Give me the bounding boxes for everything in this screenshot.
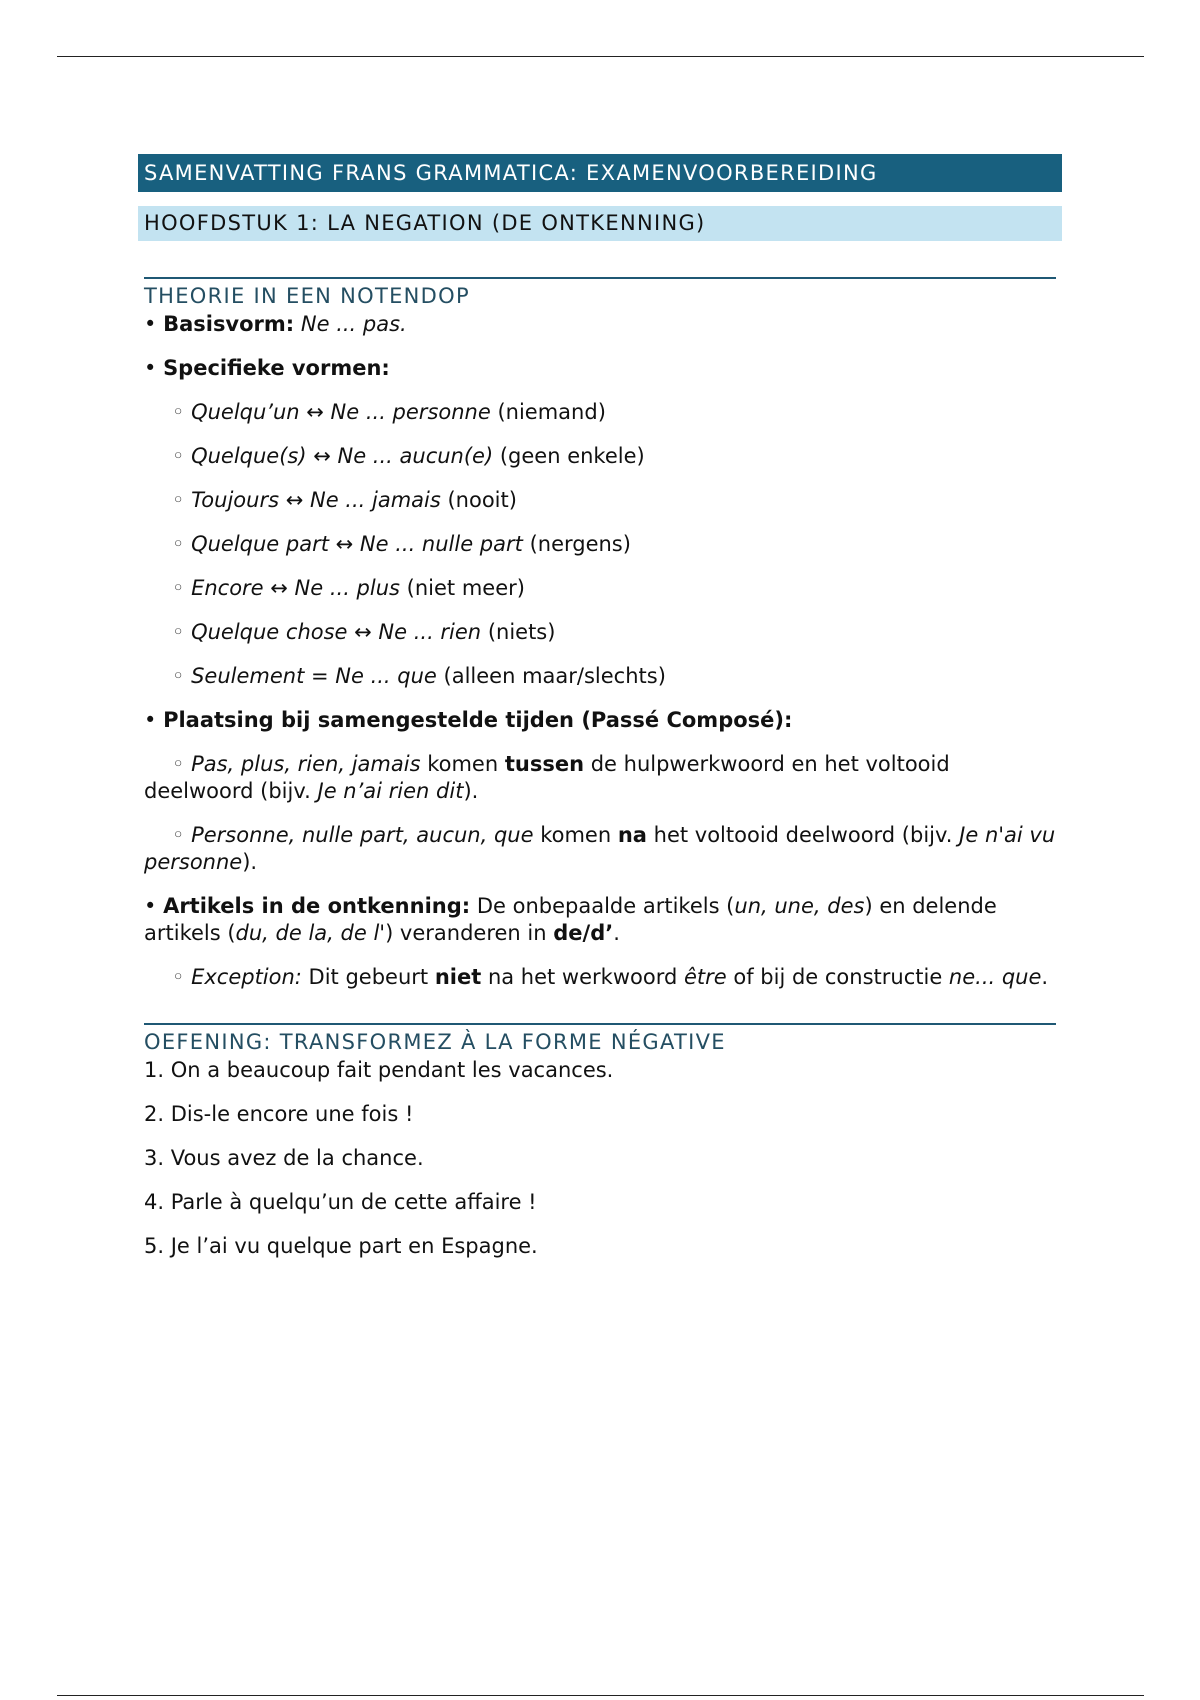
exception-emphasis: niet bbox=[434, 965, 482, 989]
form-text: Quelqu’un ↔ Ne ... personne bbox=[191, 400, 491, 424]
exercise-item: 3. Vous avez de la chance. bbox=[144, 1146, 424, 1170]
meaning-text: (niet meer) bbox=[406, 576, 525, 600]
rule-text: komen bbox=[533, 823, 618, 847]
form-text: Seulement = Ne ... que bbox=[191, 664, 437, 688]
rule-words: Personne, nulle part, aucun, que bbox=[191, 823, 534, 847]
exercise-item: 2. Dis-le encore une fois ! bbox=[144, 1102, 414, 1126]
meaning-text: (geen enkele) bbox=[499, 444, 645, 468]
meaning-text: (nooit) bbox=[447, 488, 517, 512]
specific-form-4: ◦ Encore ↔ Ne ... plus (niet meer) bbox=[172, 576, 525, 600]
exercise-item: 1. On a beaucoup fait pendant les vacances. bbox=[144, 1058, 614, 1082]
exercise-item: 4. Parle à quelqu’un de cette affaire ! bbox=[144, 1190, 537, 1214]
meaning-text: (nergens) bbox=[529, 532, 631, 556]
exception-italic: être bbox=[683, 965, 727, 989]
exception-text: na het werkwoord bbox=[481, 965, 684, 989]
specific-form-0: ◦ Quelqu’un ↔ Ne ... personne (niemand) bbox=[172, 400, 606, 424]
placement-item: • Plaatsing bij samengestelde tijden (Passé Composé): bbox=[144, 708, 793, 732]
rule-text: het voltooid deelwoord (bijv. bbox=[646, 823, 960, 847]
specific-form-1: ◦ Quelque(s) ↔ Ne ... aucun(e) (geen enkele) bbox=[172, 444, 645, 468]
exercise-item: 5. Je l’ai vu quelque part en Espagne. bbox=[144, 1234, 538, 1258]
articles-text: De onbepaalde artikels ( bbox=[470, 894, 735, 918]
articles-emphasis: de/d’ bbox=[553, 921, 614, 945]
articles-text: ) veranderen in bbox=[385, 921, 554, 945]
form-text: Quelque chose ↔ Ne ... rien bbox=[191, 620, 482, 644]
form-text: Quelque part ↔ Ne ... nulle part bbox=[191, 532, 523, 556]
exception-text: of bij de constructie bbox=[726, 965, 949, 989]
document-content bbox=[138, 154, 1062, 1260]
basis-item: • Basisvorm: Ne ... pas. bbox=[144, 312, 407, 336]
exception-italic: ne... que bbox=[948, 965, 1042, 989]
placement-rule-2: ◦ Personne, nulle part, aucun, que komen na het voltooid deelwoord (bijv. Je n'ai vu personne). bbox=[144, 823, 1056, 874]
top-rule bbox=[57, 56, 1144, 57]
form-text: Quelque(s) ↔ Ne ... aucun(e) bbox=[191, 444, 494, 468]
rule-example: Je n’ai rien dit bbox=[317, 779, 464, 803]
specific-label: Specifieke vormen: bbox=[163, 356, 390, 380]
specific-form-2: ◦ Toujours ↔ Ne ... jamais (nooit) bbox=[172, 488, 517, 512]
meaning-text: (alleen maar/slechts) bbox=[443, 664, 666, 688]
rule-emphasis: na bbox=[617, 823, 647, 847]
articles-text: ) en delende artikels ( bbox=[144, 894, 997, 945]
rule-emphasis: tussen bbox=[504, 752, 585, 776]
specific-form-5: ◦ Quelque chose ↔ Ne ... rien (niets) bbox=[172, 620, 556, 644]
exception-text: Dit gebeurt bbox=[301, 965, 435, 989]
specific-form-6: ◦ Seulement = Ne ... que (alleen maar/slechts) bbox=[172, 664, 666, 688]
exercise-heading: OEFENING: TRANSFORMEZ À LA FORME NÉGATIVE bbox=[144, 1023, 1056, 1054]
articles-italic: du, de la, de l' bbox=[235, 921, 386, 945]
meaning-text: (niemand) bbox=[497, 400, 606, 424]
exception-label: Exception: bbox=[191, 965, 302, 989]
placement-label: Plaatsing bij samengestelde tijden (Passé Composé): bbox=[163, 708, 793, 732]
articles-italic: un, une, des bbox=[734, 894, 865, 918]
rule-example: Je n'ai vu personne bbox=[144, 823, 1056, 874]
rule-text: komen bbox=[420, 752, 505, 776]
basis-form: Ne ... pas. bbox=[300, 312, 407, 336]
rule-text: de hulpwerkwoord en het voltooid deelwoord (bijv. bbox=[144, 752, 950, 803]
form-text: Toujours ↔ Ne ... jamais bbox=[191, 488, 441, 512]
form-text: Encore ↔ Ne ... plus bbox=[191, 576, 400, 600]
basis-label: Basisvorm: bbox=[163, 312, 295, 336]
rule-words: Pas, plus, rien, jamais bbox=[191, 752, 421, 776]
specific-form-3: ◦ Quelque part ↔ Ne ... nulle part (nergens) bbox=[172, 532, 631, 556]
bottom-rule bbox=[57, 1695, 1144, 1696]
document-title: SAMENVATTING FRANS GRAMMATICA: EXAMENVOORBEREIDING bbox=[138, 154, 1062, 192]
articles-item: • Artikels in de ontkenning: De onbepaalde artikels (un, une, des) en delende artikels (du, de la, de l') veranderen in de/d’. bbox=[144, 894, 997, 945]
articles-text: . bbox=[613, 921, 620, 945]
specific-item: • Specifieke vormen: bbox=[144, 356, 390, 380]
exception-text: . bbox=[1041, 965, 1049, 989]
rule-text: ). bbox=[242, 850, 258, 874]
rule-text: ). bbox=[463, 779, 479, 803]
exception-item: ◦ Exception: Dit gebeurt niet na het werkwoord être of bij de constructie ne... que. bbox=[172, 965, 1049, 989]
articles-label: Artikels in de ontkenning: bbox=[163, 894, 471, 918]
placement-rule-1: ◦ Pas, plus, rien, jamais komen tussen de hulpwerkwoord en het voltooid deelwoord (bijv. Je n’ai rien dit). bbox=[144, 752, 950, 803]
theory-heading: THEORIE IN EEN NOTENDOP bbox=[144, 277, 1056, 308]
chapter-title: HOOFDSTUK 1: LA NEGATION (DE ONTKENNING) bbox=[138, 206, 1062, 241]
meaning-text: (niets) bbox=[487, 620, 556, 644]
